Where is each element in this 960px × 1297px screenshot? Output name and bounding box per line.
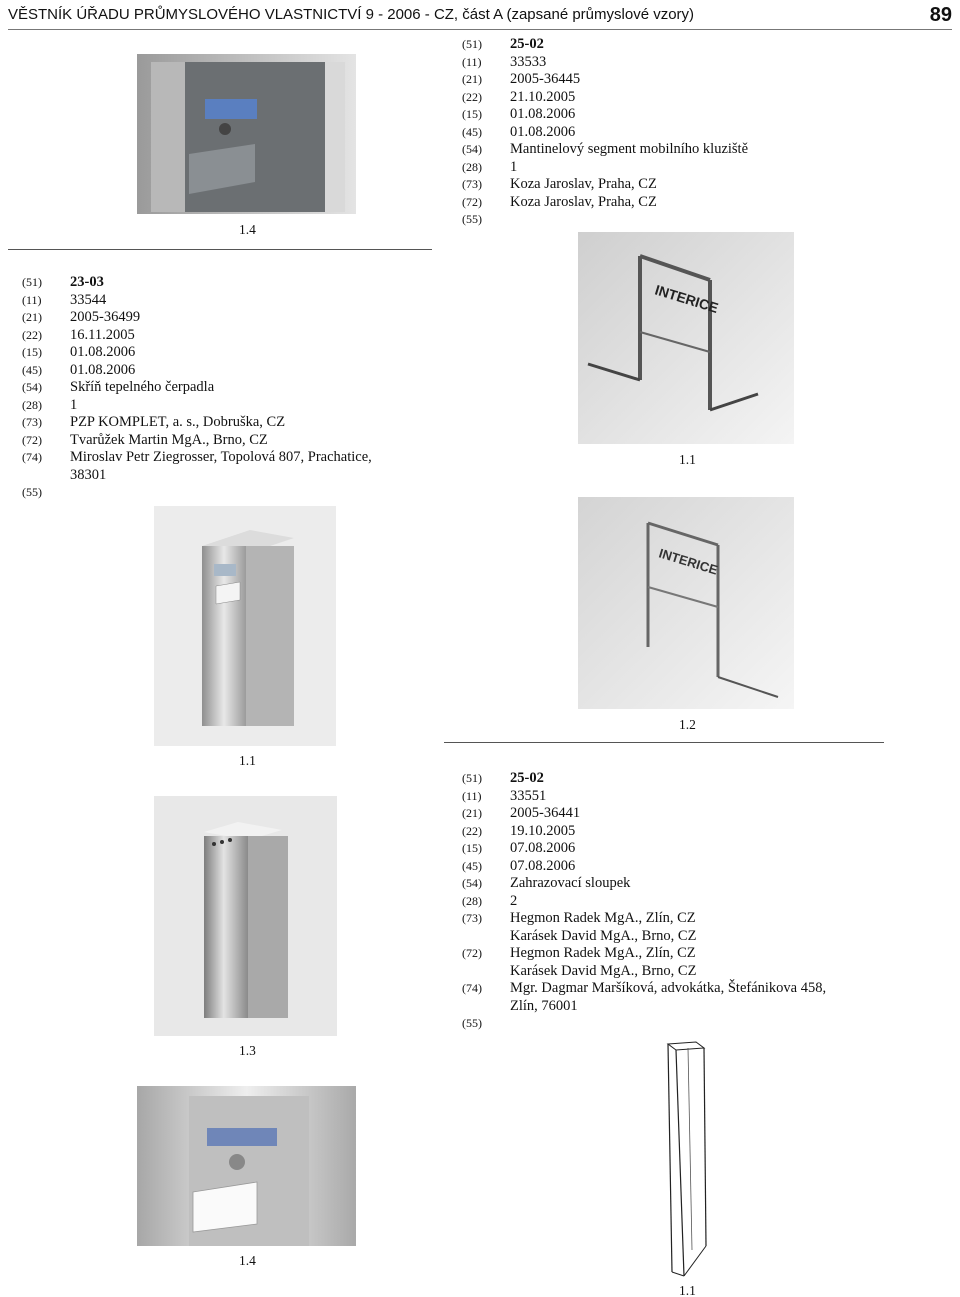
record-field [462, 788, 882, 806]
figure-caption: 1.4 [239, 222, 256, 237]
figure-caption: 1.4 [239, 1253, 256, 1268]
record-field [462, 823, 882, 841]
field-value: Karásek David MgA., Brno, CZ [510, 962, 697, 979]
inid-code: (51) [462, 37, 482, 51]
field-value: 01.08.2006 [510, 106, 576, 122]
record-field [462, 840, 882, 858]
field-value: 33533 [510, 53, 547, 70]
record-field [462, 36, 882, 54]
inid-code: (15) [22, 345, 42, 359]
inid-code: (54) [22, 380, 42, 394]
field-value: 21.10.2005 [510, 88, 576, 105]
record-field [462, 71, 882, 89]
record-field [22, 309, 432, 327]
inid-code: (21) [462, 806, 482, 820]
inid-code: (11) [462, 788, 482, 803]
inid-code: (73) [22, 415, 42, 429]
field-value: Hegmon Radek MgA., Zlín, CZ [510, 910, 696, 926]
inid-code: (72) [22, 432, 42, 447]
record-field [462, 858, 882, 876]
record-field [22, 379, 432, 397]
record-field [462, 1015, 882, 1033]
field-value: Koza Jaroslav, Praha, CZ [510, 176, 657, 192]
record-field [462, 176, 882, 194]
field-value: 19.10.2005 [510, 822, 576, 839]
field-value [510, 211, 882, 229]
record-field [462, 945, 882, 963]
field-value: 25-02 [510, 36, 544, 52]
inid-code: (28) [22, 397, 42, 412]
inid-code: (28) [462, 159, 482, 174]
field-value: Zahrazovací sloupek [510, 875, 631, 891]
design-record-33544 [22, 274, 432, 502]
record-field [462, 893, 882, 911]
record-field [462, 159, 882, 177]
figure-caption: 1.2 [679, 717, 696, 732]
field-value: Zlín, 76001 [510, 997, 578, 1014]
field-value: Tvarůžek Martin MgA., Brno, CZ [70, 431, 268, 448]
field-value: 07.08.2006 [510, 840, 576, 856]
inid-code [462, 963, 510, 981]
record-field [22, 327, 432, 345]
record-field [22, 274, 432, 292]
field-value: Mantinelový segment mobilního kluziště [510, 141, 749, 157]
inid-code: (55) [462, 212, 482, 226]
field-value: 16.11.2005 [70, 326, 135, 343]
record-field [462, 54, 882, 72]
pump-panel-photo [137, 54, 356, 214]
field-value: 2 [510, 892, 518, 909]
inid-code: (22) [22, 327, 42, 342]
record-field [462, 194, 882, 212]
inid-code: (22) [462, 89, 482, 104]
record-field [462, 805, 882, 823]
figure-caption: 1.1 [679, 1283, 696, 1297]
record-field [22, 292, 432, 310]
figure-caption: 1.1 [679, 452, 696, 467]
page-header [8, 4, 952, 26]
field-value: 2005-36499 [70, 309, 141, 325]
inid-code: (72) [462, 946, 482, 960]
field-value: 01.08.2006 [510, 123, 576, 140]
design-record-33533 [462, 36, 882, 229]
inid-code: (55) [22, 485, 42, 499]
field-value: 33551 [510, 787, 547, 804]
record-field [462, 770, 882, 788]
record-field [22, 432, 432, 450]
record-field [462, 141, 882, 159]
record-field [22, 467, 432, 485]
inid-code: (51) [462, 771, 482, 785]
inid-code: (21) [22, 310, 42, 324]
field-value: Miroslav Petr Ziegrosser, Topolová 807, Prachatice, [70, 449, 372, 465]
field-value: 25-02 [510, 770, 544, 786]
field-value: 1 [70, 396, 78, 413]
record-field [462, 910, 882, 928]
inid-code: (54) [462, 142, 482, 156]
record-field [462, 106, 882, 124]
record-field [462, 211, 882, 229]
field-value: Hegmon Radek MgA., Zlín, CZ [510, 945, 696, 961]
pump-cabinet-photo-3 [154, 796, 337, 1036]
inid-code: (54) [462, 876, 482, 890]
barrier-post-drawing [656, 1040, 716, 1280]
record-field [462, 980, 882, 998]
inid-code [462, 998, 510, 1016]
field-value: 2005-36441 [510, 805, 581, 821]
field-value: Karásek David MgA., Brno, CZ [510, 927, 697, 944]
figure-caption: 1.1 [239, 753, 256, 768]
field-value: 38301 [70, 466, 107, 483]
design-record-33551 [462, 770, 882, 1033]
inid-code: (73) [462, 177, 482, 191]
inid-code: (72) [462, 194, 482, 209]
inid-code: (51) [22, 275, 42, 289]
field-value: 2005-36445 [510, 71, 581, 87]
pump-cabinet-photo-1 [154, 506, 336, 746]
inid-code [22, 467, 70, 485]
section-divider-left [8, 249, 432, 250]
field-value: 1 [510, 158, 518, 175]
inid-code: (45) [22, 362, 42, 377]
field-value: 01.08.2006 [70, 344, 136, 360]
inid-code: (15) [462, 107, 482, 121]
inid-code: (73) [462, 911, 482, 925]
rink-sign-text: INTERICE [653, 281, 721, 316]
record-field [462, 928, 882, 946]
field-value: PZP KOMPLET, a. s., Dobruška, CZ [70, 414, 286, 430]
record-field [462, 124, 882, 142]
record-field [22, 397, 432, 415]
field-value: 33544 [70, 291, 107, 308]
inid-code: (45) [462, 858, 482, 873]
field-value: Mgr. Dagmar Maršíková, advokátka, Štefánikova 458, [510, 980, 827, 996]
inid-code: (11) [462, 54, 482, 69]
inid-code: (15) [462, 841, 482, 855]
field-value: 07.08.2006 [510, 857, 576, 874]
section-divider-right [444, 742, 884, 743]
inid-code: (11) [22, 292, 42, 307]
inid-code [462, 928, 510, 946]
record-field [462, 875, 882, 893]
inid-code: (45) [462, 124, 482, 139]
inid-code: (74) [22, 450, 42, 464]
rink-segment-photo-2 [578, 497, 794, 709]
record-field [22, 344, 432, 362]
field-value: 01.08.2006 [70, 361, 136, 378]
record-field [22, 362, 432, 380]
rink-segment-photo-1 [578, 232, 794, 444]
field-value [70, 484, 432, 502]
record-field [462, 998, 882, 1016]
record-field [462, 89, 882, 107]
field-value [510, 1015, 882, 1033]
inid-code: (28) [462, 893, 482, 908]
inid-code: (22) [462, 823, 482, 838]
pump-panel-photo-2 [137, 1086, 356, 1246]
figure-caption: 1.3 [239, 1043, 256, 1058]
rink-sign-text: INTERICE [657, 545, 720, 578]
inid-code: (21) [462, 72, 482, 86]
record-field [22, 414, 432, 432]
inid-code: (55) [462, 1016, 482, 1030]
page-number: 89 [929, 4, 952, 26]
field-value: 23-03 [70, 274, 104, 290]
record-field [22, 449, 432, 467]
record-field [22, 484, 432, 502]
record-field [462, 963, 882, 981]
field-value: Skříň tepelného čerpadla [70, 379, 215, 395]
header-divider [8, 29, 952, 30]
inid-code: (74) [462, 981, 482, 995]
journal-title: VĚSTNÍK ÚŘADU PRŮMYSLOVÉHO VLASTNICTVÍ 9 - 2006 - CZ, část A (zapsané průmyslové vzory) [8, 6, 695, 23]
field-value: Koza Jaroslav, Praha, CZ [510, 193, 657, 210]
